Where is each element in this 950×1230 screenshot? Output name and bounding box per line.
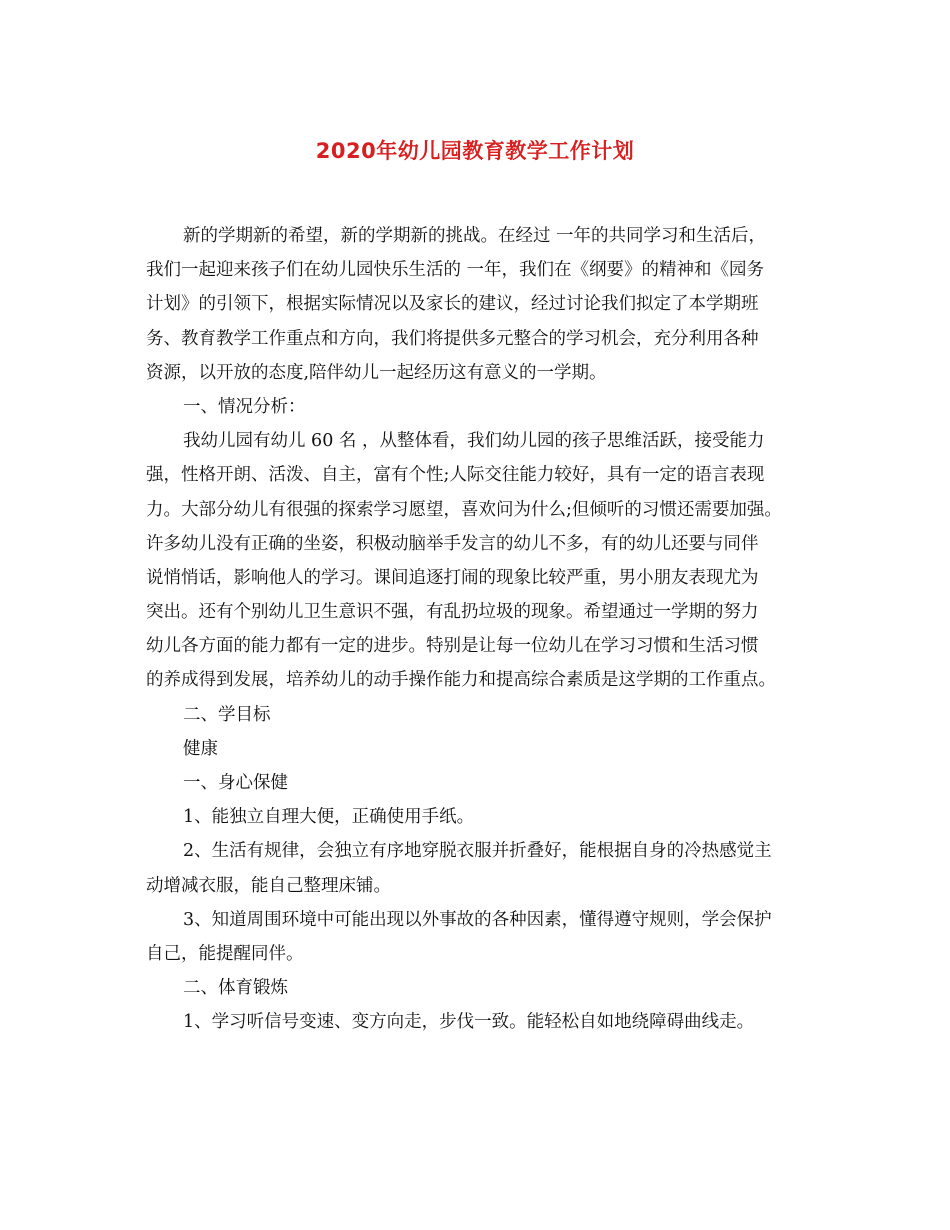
paragraph-line: 一、情况分析： xyxy=(183,396,306,417)
body-paragraph xyxy=(146,800,816,834)
paragraph-line: 我幼儿园有幼儿 60 名 ，从整体看，我们幼儿园的孩子思维活跃，接受能力 xyxy=(183,431,765,452)
paragraph-line: 二、学目标 xyxy=(183,704,271,725)
body-paragraph xyxy=(146,971,816,1005)
paragraph-line: 3、知道周围环境中可能出现以外事故的各种因素，懂得遵守规则，学会保护 xyxy=(183,909,772,930)
paragraph-line: 二、体育锻炼 xyxy=(183,978,288,999)
paragraph-line: 新的学期新的希望，新的学期新的挑战。在经过 一年的共同学习和生活后， xyxy=(183,226,767,246)
paragraph-line: 务、教育教学工作重点和方向，我们将提供多元整合的学习机会，充分利用各种 xyxy=(146,328,759,349)
body-paragraph xyxy=(146,424,816,698)
paragraph-line: 健康 xyxy=(183,738,218,759)
body-paragraph xyxy=(146,698,816,732)
paragraph-line: 1、学习听信号变速、变方向走，步伐一致。能轻松自如地绕障碍曲线走。 xyxy=(183,1012,755,1033)
paragraph-line: 一、身心保健 xyxy=(183,773,288,793)
document-title: 2020年幼儿园教育教学工作计划 xyxy=(315,139,635,163)
paragraph-line: 幼儿各方面的能力都有一定的进步。特别是让每一位幼儿在学习习惯和生活习惯 xyxy=(146,636,759,657)
body-paragraph xyxy=(146,834,816,902)
paragraph-line: 力。大部分幼儿有很强的探索学习愿望，喜欢问为什么;但倾听的习惯还需要加强。 xyxy=(146,499,782,520)
paragraph-line: 突出。还有个别幼儿卫生意识不强，有乱扔垃圾的现象。希望通过一学期的努力 xyxy=(146,602,759,623)
body-paragraph xyxy=(146,219,816,390)
paragraph-line: 的养成得到发展，培养幼儿的动手操作能力和提高综合素质是这学期的工作重点。 xyxy=(146,670,776,691)
paragraph-line: 强，性格开朗、活泼、自主，富有个性;人际交往能力较好，具有一定的语言表现 xyxy=(146,465,765,486)
paragraph-line: 自己，能提醒同伴。 xyxy=(146,943,304,964)
body-paragraph xyxy=(146,732,816,766)
paragraph-line: 许多幼儿没有正确的坐姿，积极动脑举手发言的幼儿不多，有的幼儿还要与同伴 xyxy=(146,533,759,554)
paragraph-line: 资源，以开放的态度,陪伴幼儿一起经历这有意义的一学期。 xyxy=(146,362,607,383)
paragraph-line: 说悄悄话，影响他人的学习。课间追逐打闹的现象比较严重，男小朋友表现尤为 xyxy=(146,567,759,588)
paragraph-line: 1、能独立自理大便，正确使用手纸。 xyxy=(183,807,475,828)
paragraph-line: 计划》的引领下，根据实际情况以及家长的建议，经过讨论我们拟定了本学期班 xyxy=(146,294,759,315)
paragraph-line: 动增减衣服，能自己整理床铺。 xyxy=(146,875,391,896)
document-body xyxy=(146,219,816,1040)
body-paragraph xyxy=(146,766,816,800)
paragraph-line: 我们一起迎来孩子们在幼儿园快乐生活的 一年，我们在《纲要》的精神和《园务 xyxy=(146,260,765,281)
paragraph-line: 2、生活有规律，会独立有序地穿脱衣服并折叠好，能根据自身的冷热感觉主 xyxy=(183,841,772,862)
body-paragraph xyxy=(146,1005,816,1039)
body-paragraph xyxy=(146,903,816,971)
body-paragraph xyxy=(146,390,816,424)
